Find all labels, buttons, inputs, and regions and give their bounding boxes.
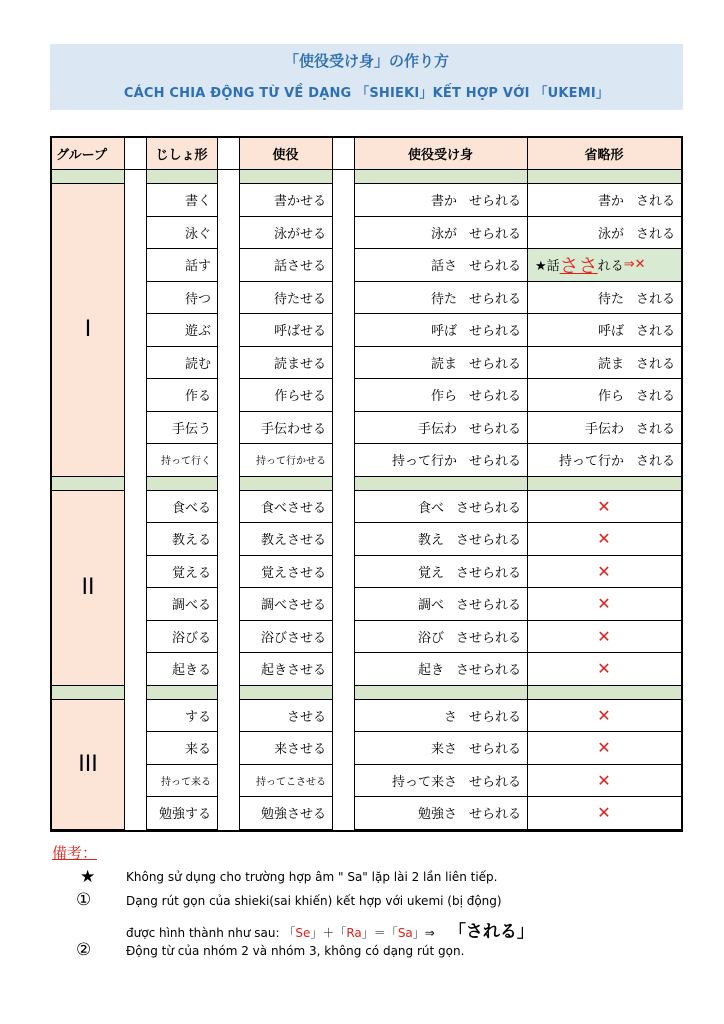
separator-band — [146, 686, 217, 700]
short-stem: 持って行か — [558, 454, 624, 470]
cp-suffix: させられる — [455, 598, 521, 614]
causative-passive-form — [354, 282, 527, 315]
causative-passive-form — [354, 732, 527, 765]
short-stem: 読ま — [597, 356, 624, 372]
cp-stem: 浴び — [417, 630, 444, 646]
column-divider — [239, 138, 240, 830]
dict-form: する — [146, 700, 217, 733]
causative-form: 教えさせる — [239, 523, 332, 556]
note1-ra: Ra — [346, 926, 362, 940]
causative-form: 食べさせる — [239, 491, 332, 524]
separator-band — [52, 686, 124, 700]
note2-text: Động từ của nhóm 2 và nhóm 3, không có dạng rút gọn. — [126, 944, 465, 958]
cp-stem: 作ら — [430, 389, 457, 405]
dict-form: 待つ — [146, 282, 217, 315]
causative-passive-form — [354, 588, 527, 621]
cp-suffix: させられる — [455, 663, 521, 679]
dict-form: 手伝う — [146, 412, 217, 445]
header-causative-passive: 使役受け身 — [354, 138, 527, 170]
cp-stem: 読ま — [430, 356, 457, 372]
short-suffix: される — [635, 291, 675, 307]
cp-stem: 調べ — [417, 598, 444, 614]
cp-suffix: せられる — [468, 194, 521, 210]
star-bullet: ★ — [80, 867, 96, 887]
cp-stem: 勉強さ — [417, 807, 457, 823]
note1-text-a: được hình thành như sau: 「 — [126, 926, 296, 940]
cp-suffix: せられる — [468, 742, 521, 758]
not-applicable-mark: ✕ — [527, 700, 681, 733]
causative-passive-form — [354, 700, 527, 733]
short-suffix: される — [635, 454, 675, 470]
short-stem: 作ら — [597, 389, 624, 405]
separator-band — [527, 686, 681, 700]
causative-passive-form — [354, 491, 527, 524]
short-form-invalid — [527, 249, 681, 282]
page-subtitle: CÁCH CHIA ĐỘNG TỪ VỀ DẠNG 「SHIEKI」KẾT HỢP VỚI 「UKEMI」 — [123, 86, 610, 101]
separator-band — [239, 686, 332, 700]
short-stem: 呼ば — [597, 324, 624, 340]
header-short-form: 省略形 — [527, 138, 681, 170]
causative-form: 覚えさせる — [239, 556, 332, 589]
cp-stem: 泳が — [430, 226, 457, 242]
causative-passive-form — [354, 444, 527, 477]
causative-passive-form — [354, 412, 527, 445]
causative-passive-form — [354, 217, 527, 250]
separator-band — [146, 477, 217, 491]
cp-stem: 呼ば — [430, 324, 457, 340]
cp-suffix: せられる — [468, 291, 521, 307]
header-gap — [332, 138, 354, 170]
column-divider — [527, 138, 528, 830]
dict-form: 来る — [146, 732, 217, 765]
notes-label: 備考： — [52, 844, 98, 862]
causative-passive-form — [354, 314, 527, 347]
causative-form: させる — [239, 700, 332, 733]
causative-passive-form — [354, 249, 527, 282]
short-suffix: される — [635, 421, 675, 437]
note1-se: Se — [295, 926, 311, 940]
title-box — [50, 44, 683, 110]
separator-band — [52, 170, 124, 184]
separator-band — [52, 477, 124, 491]
separator-band — [527, 170, 681, 184]
causative-passive-form — [354, 556, 527, 589]
causative-form: 浴びさせる — [239, 621, 332, 654]
short-form — [527, 347, 681, 380]
note1-text-c: 」＝「 — [361, 926, 398, 940]
short-stem: 泳が — [597, 226, 624, 242]
dict-form: 食べる — [146, 491, 217, 524]
cp-stem: 持って来さ — [391, 774, 457, 790]
cp-stem: 書か — [430, 194, 457, 210]
cp-suffix: させられる — [455, 533, 521, 549]
causative-passive-form — [354, 523, 527, 556]
short-form — [527, 282, 681, 315]
group-label: III — [52, 700, 124, 830]
dict-form: 浴びる — [146, 621, 217, 654]
cp-suffix: せられる — [468, 389, 521, 405]
causative-form: 泳がせる — [239, 217, 332, 250]
note2-bullet: ② — [76, 940, 92, 960]
separator-band — [354, 686, 527, 700]
dict-form: 持って来る — [146, 765, 217, 798]
header-gap — [217, 138, 239, 170]
dict-form: 泳ぐ — [146, 217, 217, 250]
short-form — [527, 379, 681, 412]
cp-suffix: せられる — [468, 709, 521, 725]
causative-form: 待たせる — [239, 282, 332, 315]
short-suffix: される — [635, 389, 675, 405]
separator-band — [239, 170, 332, 184]
separator-band — [239, 477, 332, 491]
not-applicable-mark: ✕ — [527, 523, 681, 556]
causative-passive-form — [354, 184, 527, 217]
header-gap — [124, 138, 146, 170]
separator-band — [354, 170, 527, 184]
short-ending: れる — [597, 259, 624, 275]
note1-bullet: ① — [76, 890, 92, 910]
note1-result: 「される」 — [448, 922, 534, 942]
cp-stem: 食べ — [417, 500, 444, 516]
cp-suffix: せられる — [468, 454, 521, 470]
separator-band — [527, 477, 681, 491]
not-applicable-mark: ✕ — [527, 732, 681, 765]
causative-form: 作らせる — [239, 379, 332, 412]
causative-form: 勉強させる — [239, 797, 332, 830]
dict-form: 遊ぶ — [146, 314, 217, 347]
causative-form: 調べさせる — [239, 588, 332, 621]
short-stem: 手伝わ — [584, 421, 624, 437]
causative-form: 持って行かせる — [239, 444, 332, 477]
short-form — [527, 184, 681, 217]
invalid-arrow: ⇒✕ — [623, 257, 646, 273]
causative-form: 話させる — [239, 249, 332, 282]
not-applicable-mark: ✕ — [527, 621, 681, 654]
header-causative: 使役 — [239, 138, 332, 170]
causative-passive-form — [354, 621, 527, 654]
cp-stem: 教え — [417, 533, 444, 549]
short-form — [527, 217, 681, 250]
star-marker: ★話 — [535, 259, 560, 275]
dict-form: 起きる — [146, 653, 217, 686]
column-divider — [217, 138, 218, 830]
causative-form: 読ませる — [239, 347, 332, 380]
cp-suffix: させられる — [455, 500, 521, 516]
dict-form: 読む — [146, 347, 217, 380]
cp-suffix: せられる — [468, 226, 521, 242]
causative-form: 書かせる — [239, 184, 332, 217]
cp-suffix: せられる — [468, 774, 521, 790]
causative-form: 手伝わせる — [239, 412, 332, 445]
cp-suffix: させられる — [455, 565, 521, 581]
dict-form: 勉強する — [146, 797, 217, 830]
note1-line2 — [126, 917, 534, 942]
dict-form: 持って行く — [146, 444, 217, 477]
not-applicable-mark: ✕ — [527, 588, 681, 621]
cp-stem: さ — [443, 709, 457, 725]
short-suffix: される — [635, 324, 675, 340]
cp-suffix: せられる — [468, 259, 521, 275]
short-stem: 書か — [597, 194, 624, 210]
note1-sa: Sa — [397, 926, 413, 940]
causative-form: 持ってこさせる — [239, 765, 332, 798]
dict-form: 話す — [146, 249, 217, 282]
causative-form: 来させる — [239, 732, 332, 765]
repeated-sa: ささ — [559, 255, 598, 278]
dict-form: 作る — [146, 379, 217, 412]
not-applicable-mark: ✕ — [527, 491, 681, 524]
causative-passive-form — [354, 379, 527, 412]
not-applicable-mark: ✕ — [527, 797, 681, 830]
short-suffix: される — [635, 356, 675, 372]
not-applicable-mark: ✕ — [527, 556, 681, 589]
note-star-text: Không sử dụng cho trường hợp âm " Sa" lặp lài 2 lần liên tiếp. — [126, 870, 498, 884]
short-form — [527, 412, 681, 445]
dict-form: 書く — [146, 184, 217, 217]
header-dict: じしょ形 — [146, 138, 217, 170]
note1-text-d: 」⇒ — [412, 926, 435, 940]
cp-suffix: させられる — [455, 630, 521, 646]
separator-band — [354, 477, 527, 491]
cp-stem: 来さ — [430, 742, 457, 758]
not-applicable-mark: ✕ — [527, 653, 681, 686]
cp-stem: 持って行か — [391, 454, 457, 470]
short-stem: 待た — [597, 291, 624, 307]
dict-form: 調べる — [146, 588, 217, 621]
causative-form: 呼ばせる — [239, 314, 332, 347]
column-divider — [332, 138, 333, 830]
column-divider — [354, 138, 355, 830]
cp-stem: 起き — [417, 663, 444, 679]
not-applicable-mark: ✕ — [527, 765, 681, 798]
cp-suffix: せられる — [468, 324, 521, 340]
causative-passive-form — [354, 347, 527, 380]
causative-passive-form — [354, 653, 527, 686]
short-form — [527, 314, 681, 347]
short-suffix: される — [635, 194, 675, 210]
short-suffix: される — [635, 226, 675, 242]
column-divider — [124, 138, 125, 830]
page-title: 「使役受け身」の作り方 — [283, 52, 449, 70]
note1-text-b: 」＋「 — [310, 926, 347, 940]
note1-line1: Dạng rút gọn của shieki(sai khiến) kết hợp với ukemi (bị động) — [126, 894, 502, 908]
cp-suffix: せられる — [468, 807, 521, 823]
column-divider — [146, 138, 147, 830]
cp-suffix: せられる — [468, 421, 521, 437]
causative-passive-form — [354, 797, 527, 830]
header-group: グループ — [52, 138, 124, 170]
causative-passive-form — [354, 765, 527, 798]
cp-suffix: せられる — [468, 356, 521, 372]
dict-form: 覚える — [146, 556, 217, 589]
cp-stem: 話さ — [430, 259, 457, 275]
cp-stem: 手伝わ — [417, 421, 457, 437]
group-label: I — [52, 184, 124, 477]
causative-form: 起きさせる — [239, 653, 332, 686]
group-label: II — [52, 491, 124, 686]
separator-band — [146, 170, 217, 184]
conjugation-table — [50, 136, 683, 832]
cp-stem: 待た — [430, 291, 457, 307]
cp-stem: 覚え — [417, 565, 444, 581]
short-form — [527, 444, 681, 477]
dict-form: 教える — [146, 523, 217, 556]
